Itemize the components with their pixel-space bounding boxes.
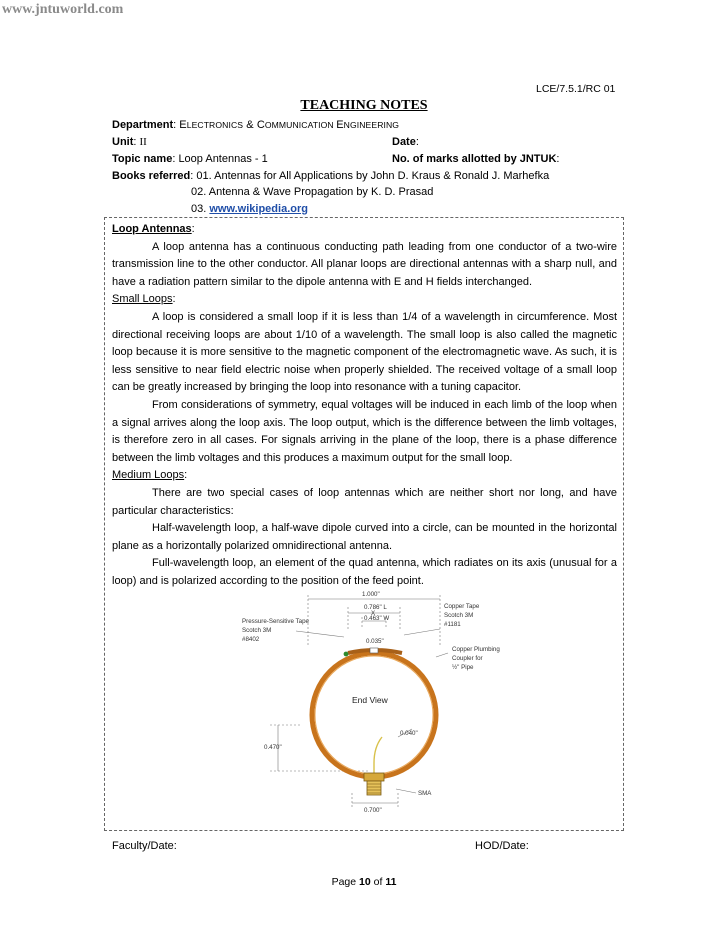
small-loops-paragraph-1: A loop is considered a small loop if it is less than 1/4 of a wavelength in circumference. Most directional receiving loops are about 1/10 of a wavelength. The small loop is also called the magnetic loop because it is more sensitive to the magnetic component of the electromagnetic wave. As such, it is less sensitive to near field electric noise when properly shielded. The received voltage of a small loop can be greatly increased by bringing the loop into resonance with a tuning capacitor. [112,310,617,394]
unit-label: Unit [112,136,134,148]
label-coupler-1: Copper Plumbing [452,646,500,653]
hod-date: HOD/Date: [475,840,529,852]
department-label: Department [112,119,174,131]
label-coupler-3: ½" Pipe [452,664,474,671]
department-line: Department: ELECTRONICS & COMMUNICATION ENGINEERING [112,119,400,131]
medium-loops-paragraph-3: Full-wavelength loop, an element of the quad antenna, which radiates on its axis (unusual for a loop) and is polarized according to the position of the feed point. [112,557,617,587]
watermark: www.jntuworld.com [2,2,124,17]
department-value: ELECTRONICS & COMMUNICATION ENGINEERING [179,119,400,131]
label-coupler-2: Coupler for [452,655,483,662]
dim-463: 0.463" W [364,615,390,622]
topic-value: Loop Antennas - 1 [178,153,268,165]
faculty-date: Faculty/Date: [112,840,177,852]
book-1: 01. Antennas for All Applications by John D. Kraus & Ronald J. Marhefka [196,170,550,182]
medium-loops-paragraph-1: There are two special cases of loop antennas which are neither short nor long, and have particular characteristics: [112,486,617,517]
medium-loops-heading: Medium Loops [112,469,185,482]
label-copper-3: #1181 [444,621,461,628]
book-2: 02. Antenna & Wave Propagation by K. D. Prasad [191,186,434,198]
dim-470: 0.470" [264,744,282,751]
wikipedia-link[interactable]: www.wikipedia.org [209,203,308,215]
dim-x: X [371,610,376,617]
notes-content: Loop Antennas: A loop antenna has a continuous conducting path leading from one conductor of a two-wire transmission line to the other conductor. All planar loops are directional antennas with a sharp null, and have a radiation pattern similar to the dipole antenna with E and H fields interchanged. Small Loops: A loop is considered a small loop if it is less than 1/4 of a wavelength in circumference. Most directional receiving loops are about 1/10 of a wavelength. The small loop is also called the magnetic loop because it is more sensitive to the magnetic component of the electromagnetic wave. As such, it is less sensitive to near field electric noise when properly shielded. The received voltage of a small loop can be greatly increased by bringing the loop into resonance with a tuning capacitor. From considerations of symmetry, equal voltages will be induced in each limb of the loop when a signal arrives along the loop axis. The loop output, which is the difference between the limb voltages, is therefore zero in all cases. For signals arriving in the plane of the loop, there is a phase difference between the limb voltages and this produces a maximum output for the small loop. Medium Loops: There are two special cases of loop antennas which are neither short nor long, and have particular characteristics: Half-wavelength loop, a half-wave dipole curved into a circle, can be mounted in the horizontal plane as a horizontally polarized omnidirectional antenna. Full-wavelength loop, an element of the quad antenna, which radiates on its axis (unusual for a loop) and is polarized according to the position of the feed point. [112,221,617,590]
label-sma: SMA [418,790,432,797]
books-line: Books referred: 01. Antennas for All Applications by John D. Kraus & Ronald J. Marhefka [112,170,550,182]
marks-line: No. of marks allotted by JNTUK: [392,153,560,165]
small-loops-heading: Small Loops [112,293,173,306]
dim-700: 0.700" [364,807,382,814]
label-end-view: End View [352,695,388,705]
books-label: Books referred [112,170,191,182]
dim-1000: 1.000" [362,591,380,598]
book-3: 03. www.wikipedia.org [191,203,308,215]
date-line: Date: [392,136,419,148]
label-tape-2: Scotch 3M [242,627,272,634]
topic-label: Topic name [112,153,173,165]
dim-040: 0.040" [400,730,418,737]
date-label: Date [392,136,416,148]
sma-connector-icon [364,773,384,795]
small-loops-paragraph-2: From considerations of symmetry, equal voltages will be induced in each limb of the loop when a signal arrives along the loop axis. The loop output, which is the difference between the limb voltages, is therefore zero in all cases. For signals arriving in the plane of the loop, there is a phase difference between the limb voltages and this produces a maximum output for the small loop. [112,398,617,464]
label-tape-3: #8402 [242,636,260,643]
marks-label: No. of marks allotted by JNTUK [392,153,557,165]
page-number: Page 10 of 11 [331,876,397,888]
label-tape-1: Pressure-Sensitive Tape [242,618,309,625]
unit-line: Unit: II [112,136,147,148]
loop-antenna-figure [240,587,530,827]
label-copper-1: Copper Tape [444,603,480,610]
label-copper-2: Scotch 3M [444,612,474,619]
dim-786: 0.786" L [364,604,387,611]
unit-value: II [139,136,147,148]
medium-loops-paragraph-2: Half-wavelength loop, a half-wave dipole curved into a circle, can be mounted in the horizontal plane as a horizontally polarized omnidirectional antenna. [112,522,617,552]
loop-antennas-heading: Loop Antennas [112,223,192,235]
document-reference: LCE/7.5.1/RC 01 [536,83,616,95]
dim-035: 0.035" [366,638,384,645]
page-title: TEACHING NOTES [300,98,428,113]
topic-line: Topic name: Loop Antennas - 1 [112,153,268,165]
loop-antennas-paragraph: A loop antenna has a continuous conducting path leading from one conductor of a two-wire transmission line to the other conductor. All planar loops are directional antennas with a sharp null, and have a radiation pattern similar to the dipole antenna with E and H fields interchanged. [112,240,617,288]
tape-marker [344,652,349,657]
